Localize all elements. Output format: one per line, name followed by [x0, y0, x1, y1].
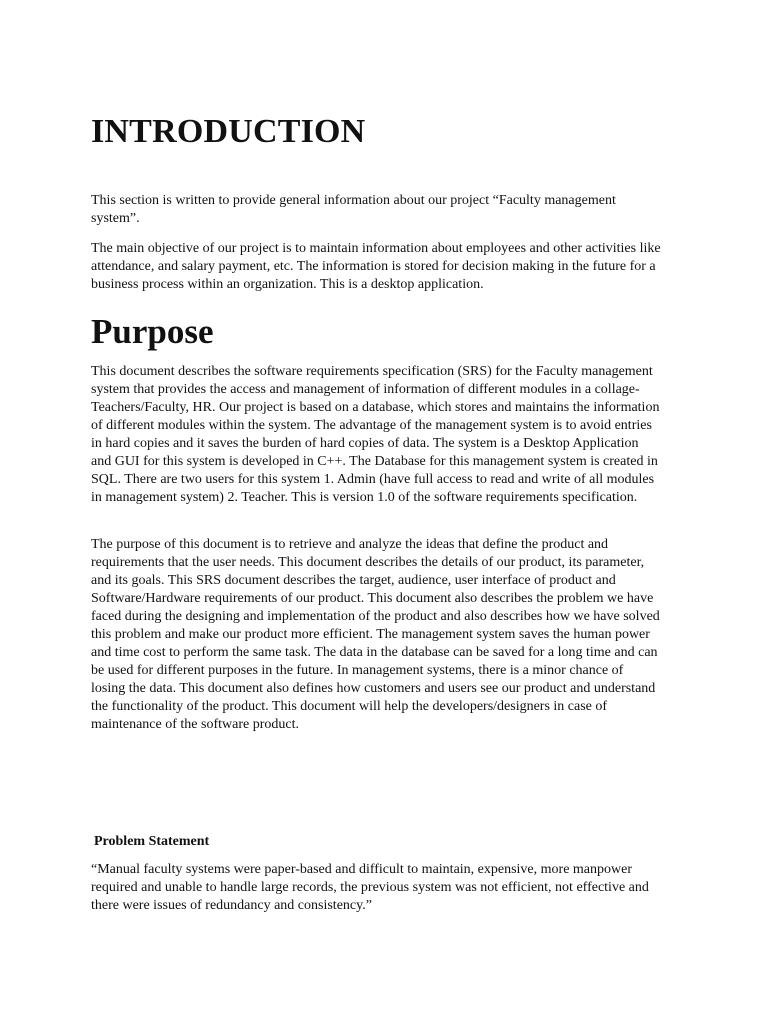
introduction-heading: INTRODUCTION	[91, 113, 366, 150]
intro-paragraph-1: This section is written to provide general information about our project “Faculty management system”.	[91, 193, 616, 226]
intro-paragraph-2: The main objective of our project is to maintain information about employees and other activities like attendance, and salary payment, etc. The information is stored for decision making in the future for a business process within an organization. This is a desktop application.	[91, 241, 661, 292]
purpose-heading: Purpose	[91, 312, 214, 351]
purpose-paragraph-1: This document describes the software requirements specification (SRS) for the Faculty management system that provides the access and management of information of different modules in a collage- Teachers/Faculty, HR. Our project is based on a database, which stores and maintains the information of different modules within the system. The advantage of the management system is to avoid entries in hard copies and it saves the burden of hard copies of data. The system is a Desktop Application and GUI for this system is developed in C++. The Database for this management system is created in SQL. There are two users for this system 1. Admin (have full access to read and write of all modules in management system) 2. Teacher. This is version 1.0 of the software requirements specification.	[91, 364, 660, 505]
purpose-paragraph-2: The purpose of this document is to retrieve and analyze the ideas that define the product and requirements that the user needs. This document describes the details of our product, its parameter, and its goals. This SRS document describes the target, audience, user interface of product and Software/Hardware requirements of our product. This document also describes the problem we have faced during the designing and implementation of the product and also describes how we have solved this problem and make our product more efficient. The management system saves the human power and time cost to perform the same task. The data in the database can be saved for a long time and can be used for different purposes in the future. In management systems, there is a minor chance of losing the data. This document also defines how customers and users see our product and understand the functionality of the product. This document will help the developers/designers in case of maintenance of the software product.	[91, 537, 660, 732]
problem-statement-paragraph: “Manual faculty systems were paper-based and difficult to maintain, expensive, more manpower required and unable to handle large records, the previous system was not efficient, not effective and there were issues of redundancy and consistency.”	[91, 862, 649, 913]
problem-statement-heading: Problem Statement	[94, 834, 210, 849]
